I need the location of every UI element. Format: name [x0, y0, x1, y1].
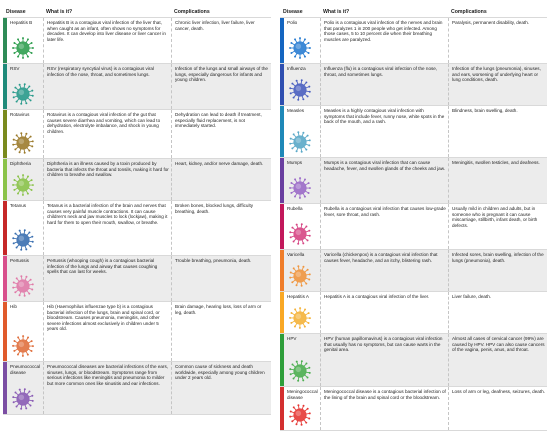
- disease-name: Pertussis: [7, 256, 43, 301]
- disease-name: Mumps: [284, 158, 320, 203]
- hepatitis-b-virus-icon: [12, 37, 34, 59]
- disease-name: Influenza: [284, 64, 320, 105]
- disease-complications: Loss of arm or leg, deafness, seizures, death.: [448, 387, 547, 430]
- disease-description: Hepatitis B is a contagious viral infection of the liver that, when caught as an infant, often shows no symptoms for decades. It can develop into liver disease or liver cancer in later life.: [43, 18, 171, 63]
- disease-complications: Infected sores, brain swelling, infection of the lungs (pneumonia), death.: [448, 250, 547, 291]
- header-disease: Disease: [3, 9, 43, 15]
- table-row: [280, 203, 547, 249]
- disease-description: Rotavirus is a contagious viral infection of the gut that causes severe diarrhea and vomiting, which can lead to dehydration, electrolyte imbalance, and shock in young children.: [43, 110, 171, 158]
- disease-complications: Heart, kidney, and/or nerve damage, death.: [171, 159, 271, 200]
- disease-description: Tetanus is a bacterial infection of the brain and nerves that causes very painful muscle contractions. It can cause children's neck and jaw muscles to lock (lockjaw), making it hard for them to open their mouth, swallow, or breathe.: [43, 201, 171, 255]
- header-complications: Complications: [448, 9, 487, 15]
- table-row: [3, 109, 271, 158]
- left-header: [3, 3, 271, 17]
- polio-virus-icon: [289, 37, 311, 59]
- influenza-virus-icon: [289, 79, 311, 101]
- disease-description: Meningococcal disease is a contagious bacterial infection of the lining of the brain and spinal cord or the bloodstream.: [320, 387, 448, 430]
- disease-name: Varicella: [284, 250, 320, 291]
- hib-bacteria-icon: [12, 335, 34, 357]
- disease-name: Polio: [284, 18, 320, 63]
- meningococcal-bacteria-icon: [289, 404, 311, 426]
- disease-complications: Dehydration can lead to death if treatment, especially fluid replacement, is not immediately started.: [171, 110, 271, 158]
- right-rows: [280, 17, 547, 431]
- tetanus-bacteria-icon: [12, 229, 34, 251]
- disease-description: Varicella (chickenpox) is a contagious viral infection that causes fever, headache, and an itchy, blistering rash.: [320, 250, 448, 291]
- table-bottom-rule: [3, 414, 271, 415]
- table-row: [280, 105, 547, 157]
- disease-complications: Paralysis, permanent disability, death.: [448, 18, 547, 63]
- disease-description: Mumps is a contagious viral infection that can cause headache, fever, and swollen glands of the cheeks and jaw.: [320, 158, 448, 203]
- table-row: [3, 17, 271, 63]
- table-row: [3, 63, 271, 109]
- disease-description: RSV (respiratory syncytial virus) is a contagious viral infection of the nose, throat, and sometimes lungs.: [43, 64, 171, 109]
- disease-description: Hepatitis A is a contagious viral infection of the liver.: [320, 292, 448, 333]
- disease-complications: Infection of the lungs and small airways of the lungs, especially dangerous for infants and young children.: [171, 64, 271, 109]
- left-rows: [3, 17, 271, 415]
- table-row: [280, 386, 547, 430]
- pneumococcal-bacteria-icon: [12, 388, 34, 410]
- mumps-virus-icon: [289, 177, 311, 199]
- disease-complications: Infection of the lungs (pneumonia), sinuses, and ears, worsening of underlying heart or lung conditions, death.: [448, 64, 547, 105]
- disease-complications: Trouble breathing, pneumonia, death.: [171, 256, 271, 301]
- disease-description: Polio is a contagious viral infection of the nerves and brain that paralyzes 1 in 200 people who get infected. Among those cases, 5 to 10 percent die when their breathing muscles are paralyzed.: [320, 18, 448, 63]
- disease-name: HPV: [284, 334, 320, 386]
- disease-name: Measles: [284, 106, 320, 157]
- table-row: [280, 63, 547, 105]
- disease-name: RSV: [7, 64, 43, 109]
- table-row: [280, 17, 547, 63]
- disease-name: Hib: [7, 302, 43, 361]
- hepatitis-a-virus-icon: [289, 307, 311, 329]
- header-disease: Disease: [280, 9, 320, 15]
- disease-description: Diphtheria is an illness caused by a toxin produced by bacteria that infects the throat and tonsils, making it hard for children to breathe and swallow.: [43, 159, 171, 200]
- header-complications: Complications: [171, 9, 210, 15]
- header-what: What is it?: [320, 9, 448, 15]
- disease-name: Pneumococcal disease: [7, 362, 43, 414]
- disease-complications: Liver failure, death.: [448, 292, 547, 333]
- pertussis-bacteria-icon: [12, 275, 34, 297]
- disease-complications: Brain damage, hearing loss, loss of arm or leg, death.: [171, 302, 271, 361]
- left-column: [3, 3, 271, 415]
- disease-description: HPV (human papillomavirus) is a contagious viral infection that usually has no symptoms, but can cause warts in the genital area.: [320, 334, 448, 386]
- table-row: [280, 333, 547, 386]
- disease-description: Measles is a highly contagious viral infection with symptoms that include fever, runny nose, white spots in the back of the mouth, and a rash.: [320, 106, 448, 157]
- header-what: What is it?: [43, 9, 171, 15]
- disease-name: Rotavirus: [7, 110, 43, 158]
- table-row: [280, 157, 547, 203]
- disease-description: Hib (Haemophilus influenzae type b) is a contagious bacterial infection of the lungs, brain and spinal cord, or bloodstream. Causes pneumonia, meningitis, and other severe infections almost exclusively in children under 5 years old.: [43, 302, 171, 361]
- table-row: [3, 200, 271, 255]
- disease-complications: Blindness, brain swelling, death.: [448, 106, 547, 157]
- disease-name: Rubella: [284, 204, 320, 249]
- measles-virus-icon: [289, 131, 311, 153]
- table-row: [3, 301, 271, 361]
- disease-description: Influenza (flu) is a contagious viral infection of the nose, throat, and sometimes lungs.: [320, 64, 448, 105]
- table-row: [3, 158, 271, 200]
- hpv-virus-icon: [289, 360, 311, 382]
- disease-name: Hepatitis A: [284, 292, 320, 333]
- disease-complications: Broken bones, blocked lungs, difficulty breathing, death.: [171, 201, 271, 255]
- disease-name: Tetanus: [7, 201, 43, 255]
- disease-complications: Meningitis, swollen testicles, and deafness.: [448, 158, 547, 203]
- disease-complications: Chronic liver infection, liver failure, liver cancer, death.: [171, 18, 271, 63]
- right-column: [280, 3, 547, 431]
- table-row: [280, 249, 547, 291]
- table-row: [3, 361, 271, 414]
- disease-complications: Common cause of sickness and death worldwide, especially among young children under 2 years old.: [171, 362, 271, 414]
- rotavirus-icon: [12, 132, 34, 154]
- disease-name: Diphtheria: [7, 159, 43, 200]
- right-header: [280, 3, 547, 17]
- rsv-virus-icon: [12, 83, 34, 105]
- disease-name: Meningococcal disease: [284, 387, 320, 430]
- disease-description: Pneumococcal diseases are bacterial infections of the ears, sinuses, lungs, or bloodstream. Symptoms range from serious infections like meningitis and pneumonia to milder but more common ones like sinusitis and ear infections.: [43, 362, 171, 414]
- disease-name: Hepatitis B: [7, 18, 43, 63]
- disease-description: Pertussis (whooping cough) is a contagious bacterial infection of the lungs and airway that causes coughing spells that can last for weeks.: [43, 256, 171, 301]
- table-row: [280, 291, 547, 333]
- varicella-virus-icon: [289, 265, 311, 287]
- disease-complications: Usually mild in children and adults, but in someone who is pregnant it can cause miscarriage, stillbirth, infant death, or birth defects.: [448, 204, 547, 249]
- diphtheria-bacteria-icon: [12, 174, 34, 196]
- disease-complications: Almost all cases of cervical cancer (99%) are caused by HPV. HPV can also cause cancers of the vagina, penis, anus, and throat.: [448, 334, 547, 386]
- disease-description: Rubella is a contagious viral infection that causes low-grade fever, sore throat, and rash.: [320, 204, 448, 249]
- table-row: [3, 255, 271, 301]
- rubella-virus-icon: [289, 223, 311, 245]
